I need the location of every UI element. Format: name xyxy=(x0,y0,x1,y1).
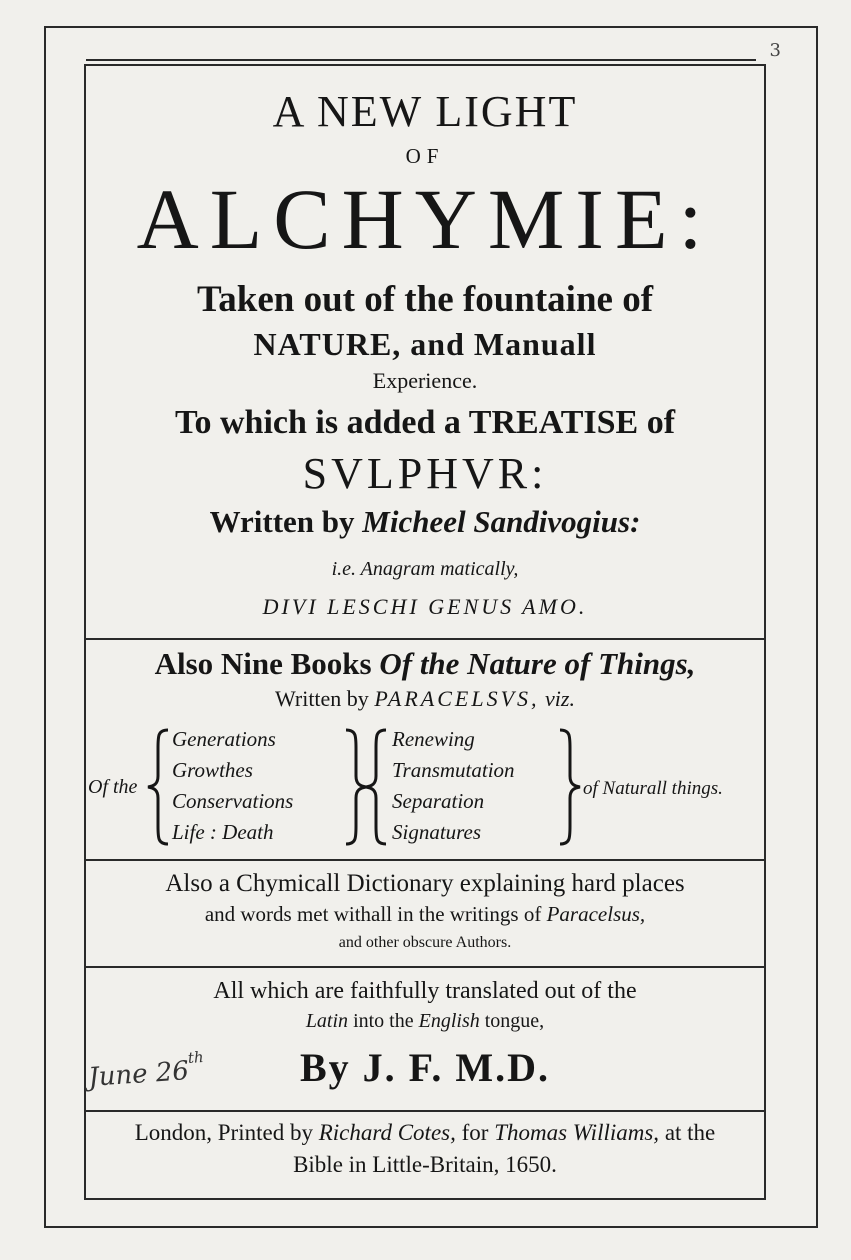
imprint-printer: Richard Cotes, xyxy=(318,1120,456,1145)
anagram: DIVI LESCHI GENUS AMO. xyxy=(262,594,588,619)
list-left-label: Of the xyxy=(88,776,138,798)
translation-english: English xyxy=(418,1010,480,1032)
subtitle-line-3: Experience. xyxy=(372,368,478,393)
imprint-line-1 xyxy=(84,1120,766,1146)
translation-line-2 xyxy=(84,1010,766,1033)
title-line-2: OF xyxy=(405,144,445,168)
list-item: Conservations xyxy=(172,789,294,813)
author-name: Micheel Sandivogius: xyxy=(362,504,641,539)
paracelsus-heading-prefix: Also Nine Books xyxy=(154,646,380,681)
list-item: Growthes xyxy=(172,758,253,782)
left-brace-icon xyxy=(146,728,170,846)
dictionary-line-2 xyxy=(84,902,766,927)
list-right-label: of Naturall things. xyxy=(583,778,723,799)
right-brace-icon xyxy=(558,728,582,846)
top-rule xyxy=(86,59,756,61)
title-main: ALCHYMIE: xyxy=(136,171,714,267)
paracelsus-byline xyxy=(84,686,766,712)
anagram-intro: i.e. Anagram matically, xyxy=(331,558,519,580)
dictionary-line-1: Also a Chymicall Dictionary explaining hard places xyxy=(165,870,685,897)
subtitle-line-4: To which is added a TREATISE of xyxy=(174,404,676,441)
paracelsus-heading xyxy=(84,646,766,682)
subtitle-line-1: Taken out of the fountaine of xyxy=(196,279,654,320)
dictionary-line-2-prefix: and words met withall in the writings of xyxy=(204,902,547,926)
divider-1 xyxy=(86,638,764,640)
divider-2 xyxy=(86,859,764,861)
subtitle-line-2: NATURE, and Manuall xyxy=(253,326,597,362)
handwritten-date-text: June 26 xyxy=(87,1056,190,1094)
dictionary-paracelsus: Paracelsus, xyxy=(546,902,646,926)
subtitle-line-5: SVLPHVR: xyxy=(302,449,548,498)
dictionary-line-3: and other obscure Authors. xyxy=(338,934,512,951)
author-prefix: Written by xyxy=(209,504,363,539)
list-column-2 xyxy=(392,724,515,848)
list-item: Separation xyxy=(392,789,485,813)
translation-line-1: All which are faithfully translated out of the xyxy=(213,978,637,1004)
imprint-suffix: at the xyxy=(659,1120,716,1145)
list-item: Generations xyxy=(172,727,276,751)
paracelsus-name: PARACELSVS, xyxy=(374,686,540,711)
paracelsus-heading-title: Of the Nature of Things, xyxy=(379,646,696,681)
imprint-mid: for xyxy=(455,1120,495,1145)
title-line-1: A NEW LIGHT xyxy=(272,87,578,136)
divider-3 xyxy=(86,966,764,968)
paracelsus-viz: viz. xyxy=(539,686,575,711)
list-column-1 xyxy=(172,724,293,848)
divider-4 xyxy=(86,1110,764,1112)
imprint-prefix: London, Printed by xyxy=(134,1120,319,1145)
list-item: Renewing xyxy=(392,727,475,751)
imprint-publisher: Thomas Williams, xyxy=(494,1120,660,1145)
middle-brace-icon xyxy=(344,728,388,846)
page-number: 3 xyxy=(769,40,781,61)
translation-suffix: tongue, xyxy=(479,1010,545,1032)
list-item: Signatures xyxy=(392,820,482,844)
translator-line: By J. F. M.D. xyxy=(299,1045,551,1090)
translation-mid: into the xyxy=(348,1010,419,1032)
author-line xyxy=(84,504,766,540)
paracelsus-byline-prefix: Written by xyxy=(275,686,375,711)
translation-latin: Latin xyxy=(305,1010,349,1032)
imprint-line-2: Bible in Little-Britain, 1650. xyxy=(293,1152,557,1177)
list-item: Transmutation xyxy=(392,758,515,782)
list-item: Life : Death xyxy=(172,820,274,844)
handwritten-date-sup: th xyxy=(187,1047,205,1068)
